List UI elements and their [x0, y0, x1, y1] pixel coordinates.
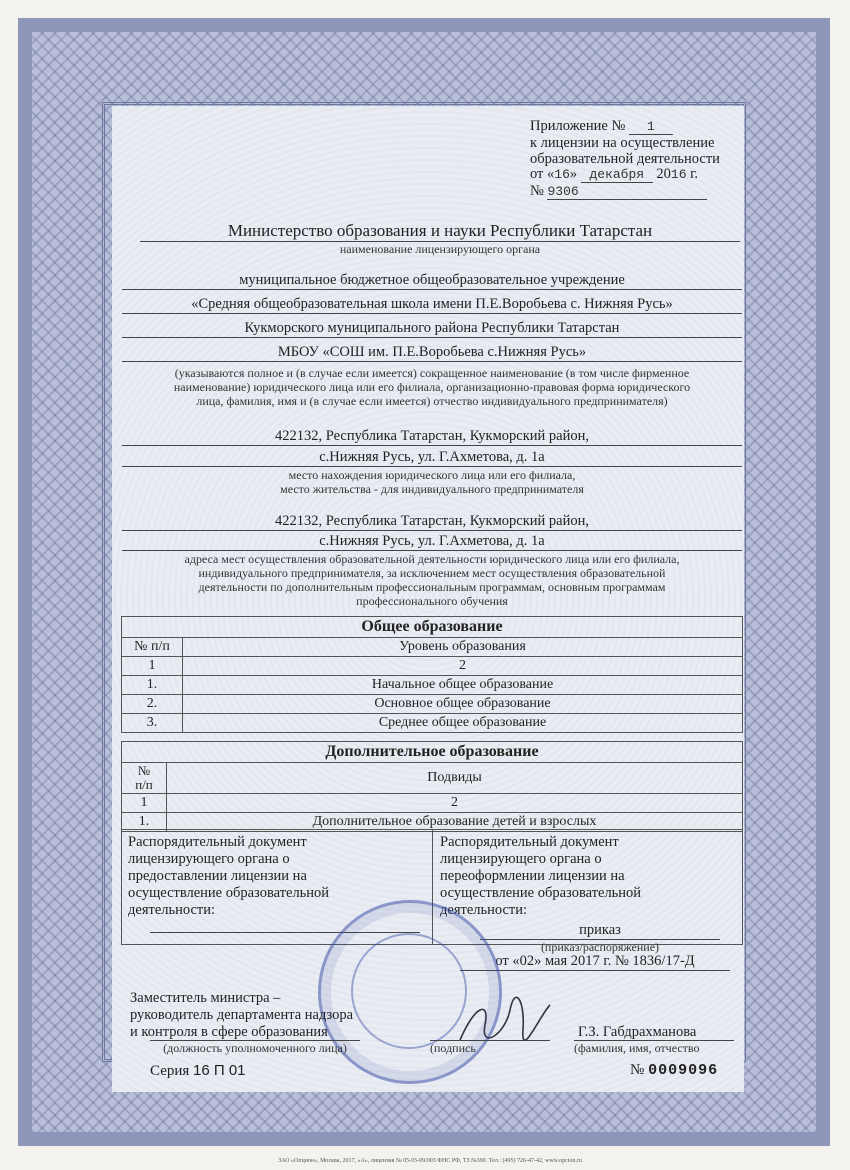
address1-caption-1: место нахождения юридического лица или его филиала,	[288, 468, 576, 482]
general-colnum2: 2	[183, 657, 743, 676]
org-line-2: «Средняя общеобразовательная школа имени П.Е.Воробьева с. Нижняя Русь»	[122, 296, 742, 314]
decree-right-text: Распорядительный документ лицензирующего органа о переоформлении лицензии на осуществление образовательной деятельности:	[440, 834, 642, 918]
table-row: 3. Среднее общее образование	[122, 714, 743, 733]
series: Серия 16 П 01	[150, 1062, 246, 1079]
ministry-caption: наименование лицензирующего органа	[339, 242, 541, 256]
appendix-title: Приложение № 1	[530, 118, 673, 135]
printer-footer: ЗАО «Опцион», Москва, 2017, «А», лицензия № 05-05-09/003 ФНС РФ, ТЗ №390. Тел.: (495) 726-47-42, www.opcion.ru	[278, 1158, 582, 1164]
table-row: 1. Начальное общее образование	[122, 676, 743, 695]
general-education-table	[121, 616, 743, 733]
general-col1: № п/п	[122, 638, 183, 657]
decree-type-caption: (приказ/распоряжение)	[540, 940, 660, 954]
address1-line1: 422132, Республика Татарстан, Кукморский район,	[122, 428, 742, 446]
org-caption-2: наименование) юридического лица или его филиала, организационно-правовая форма юридического	[173, 380, 691, 394]
signature-caption: (подпись	[430, 1040, 550, 1056]
general-colnum1: 1	[122, 657, 183, 676]
address1-line2: с.Нижняя Русь, ул. Г.Ахметова, д. 1а	[122, 449, 742, 467]
appendix-date: от «16» декабря 2016 г.	[530, 166, 699, 182]
address2-caption-4: профессионального обучения	[356, 594, 508, 608]
additional-education-table	[121, 741, 743, 832]
appendix-line1: к лицензии на осуществление	[530, 135, 715, 151]
general-col2: Уровень образования	[183, 638, 743, 657]
name-caption: (фамилия, имя, отчество	[574, 1040, 734, 1056]
additional-colnum1: 1	[122, 794, 167, 813]
table-row: 1. Дополнительное образование детей и взрослых	[122, 813, 743, 832]
org-caption-3: лица, фамилия, имя и (в случае если имеется) отчество индивидуального предпринимателя)	[196, 394, 668, 408]
signer-caption: (должность уполномоченного лица)	[150, 1040, 360, 1056]
appendix-line2: образовательной деятельности	[530, 151, 720, 167]
appendix-number: 1	[629, 119, 673, 135]
decree-date: от «02» мая 2017 г. № 1836/17-Д	[460, 953, 730, 971]
additional-colnum2: 2	[167, 794, 743, 813]
general-title: Общее образование	[122, 617, 743, 638]
signature-icon	[455, 995, 555, 1050]
address2-caption-3: деятельности по дополнительным профессиональным программам, основным программам	[198, 580, 666, 594]
signer-position: Заместитель министра – руководитель департамента надзора и контроля в сфере образования	[130, 990, 354, 1040]
address1-caption-2: место жительства - для индивидуального предпринимателя	[280, 482, 584, 496]
address2-line2: с.Нижняя Русь, ул. Г.Ахметова, д. 1а	[122, 533, 742, 551]
signer-name: Г.З. Габдрахманова	[578, 1024, 697, 1040]
org-line-1: муниципальное бюджетное общеобразовательное учреждение	[122, 272, 742, 290]
decree-type: приказ	[480, 922, 720, 940]
address2-caption-1: адреса мест осуществления образовательной деятельности юридического лица или его филиала,	[184, 552, 680, 566]
org-line-3: Кукморского муниципального района Республики Татарстан	[122, 320, 742, 338]
decree-left-text: Распорядительный документ лицензирующего органа о предоставлении лицензии на осуществление образовательной деятельности:	[128, 834, 330, 918]
table-row: 2. Основное общее образование	[122, 695, 743, 714]
org-caption-1: (указываются полное и (в случае если имеется) сокращенное наименование (в том числе фирменное	[174, 366, 690, 380]
address2-caption-2: индивидуального предпринимателя, за исключением мест осуществления образовательной	[198, 566, 666, 580]
address2-line1: 422132, Республика Татарстан, Кукморский район,	[122, 513, 742, 531]
additional-title: Дополнительное образование	[122, 742, 743, 763]
ministry-name: Министерство образования и науки Республики Татарстан	[140, 221, 740, 242]
org-line-4: МБОУ «СОШ им. П.Е.Воробьева с.Нижняя Русь»	[122, 344, 742, 362]
additional-col2: Подвиды	[167, 763, 743, 794]
license-number: № 9306	[530, 183, 707, 200]
additional-col1: № п/п	[122, 763, 167, 794]
form-number: № 0009096	[630, 1062, 719, 1079]
